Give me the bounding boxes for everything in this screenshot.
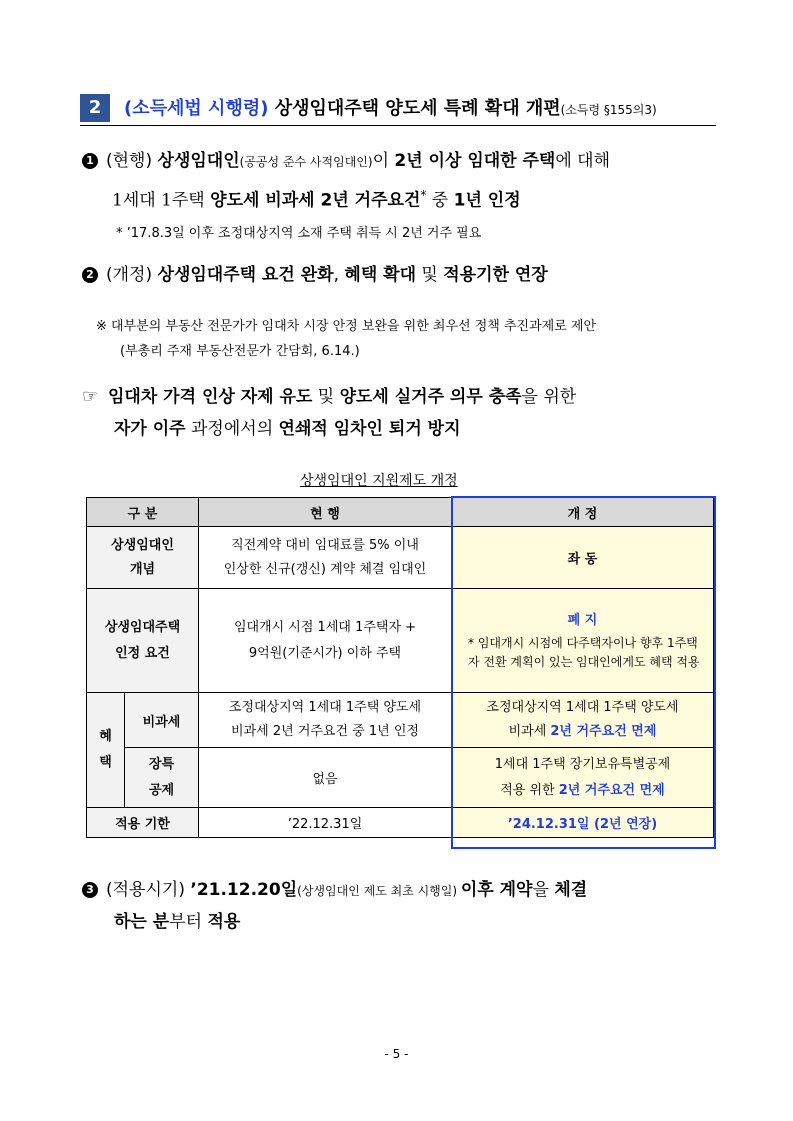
- row-revised: 1세대 1주택 장기보유특별공제 적용 위한 2년 거주요건 면제: [452, 748, 714, 808]
- hand-line1: ☞ 임대차 가격 인상 자제 유도 및 양도세 실거주 의무 충족을 위한: [82, 382, 576, 412]
- row-current: ’22.12.31일: [199, 808, 452, 838]
- comparison-table: [86, 497, 714, 838]
- section-title: (소득세법 시행령) 상생임대주택 양도세 특례 확대 개편(소득령 §155의3): [124, 98, 657, 119]
- table-header-row: [87, 498, 714, 527]
- item2-line: 2 (개정) 상생임대주택 요건 완화, 혜택 확대 및 적용기한 연장: [82, 260, 548, 290]
- row-current: 임대개시 시점 1세대 1주택자 + 9억원(기준시가) 이하 주택: [199, 589, 452, 693]
- row-current: 직전계약 대비 임대료를 5% 이내 인상한 신규(갱신) 계약 체결 임대인: [199, 527, 452, 589]
- item2-note-source: (부총리 주재 부동산전문가 간담회, 6.14.): [120, 344, 360, 359]
- table-row: [87, 693, 714, 748]
- benefit-label: 혜 택: [87, 693, 125, 808]
- item2-note: ※ 대부분의 부동산 전문가가 임대차 시장 안정 보완을 위한 최우선 정책 추진과제로 제안: [96, 319, 597, 334]
- row-revised: 조정대상지역 1세대 1주택 양도세 비과세 2년 거주요건 면제: [452, 693, 714, 748]
- item3-line2: 하는 분부터 적용: [114, 912, 241, 932]
- row-label: 상생임대인 개념: [87, 527, 199, 589]
- item1-line2: 1세대 1주택 양도세 비과세 2년 거주요건* 중 1년 인정: [112, 188, 521, 211]
- table-caption: 상생임대인 지원제도 개정: [300, 473, 458, 489]
- row-current: 없음: [199, 748, 452, 808]
- row-revised: [452, 589, 714, 693]
- bullet-1-icon: 1: [82, 153, 98, 169]
- row-label: 비과세: [125, 693, 199, 748]
- item3-line1: 3 (적용시기) ’21.12.20일(상생임대인 제도 최초 시행일) 이후 계약을 체결: [82, 875, 587, 906]
- row-current: 조정대상지역 1세대 1주택 양도세 비과세 2년 거주요건 중 1년 인정: [199, 693, 452, 748]
- pointing-hand-icon: ☞: [82, 386, 99, 407]
- header-current: 현 행: [199, 498, 452, 527]
- law-reference: (소득령 §155의3): [560, 103, 657, 117]
- abolish-label: 폐 지: [567, 613, 598, 628]
- table-row: [87, 748, 714, 808]
- row-label: 장특 공제: [125, 748, 199, 808]
- table-row: [87, 589, 714, 693]
- section-number: 2: [80, 94, 110, 122]
- row-label: 상생임대주택 인정 요건: [87, 589, 199, 693]
- row-revised: 좌 동: [452, 527, 714, 589]
- item1-line1: 1 (현행) 상생임대인(공공성 준수 사적임대인)이 2년 이상 임대한 주택에 대해: [82, 146, 610, 177]
- header-rule: [80, 125, 716, 126]
- item1-footnote: * ’17.8.3일 이후 조정대상지역 소재 주택 취득 시 2년 거주 필요: [116, 226, 482, 241]
- hand-line2: 자가 이주 과정에서의 연쇄적 임차인 퇴거 방지: [114, 419, 461, 439]
- row-revised: ’24.12.31일 (2년 연장): [452, 808, 714, 838]
- page-number: - 5 -: [384, 1047, 409, 1061]
- header-category: 구 분: [87, 498, 199, 527]
- abolish-note: * 임대개시 시점에 다주택자이나 향후 1주택자 전환 계획이 있는 임대인에게도 혜택 적용: [468, 636, 700, 669]
- law-name: 소득세법 시행령: [132, 98, 261, 119]
- row-label: 적용 기한: [87, 808, 199, 838]
- bullet-3-icon: 3: [82, 882, 98, 898]
- section-header: [80, 94, 716, 126]
- table-row: [87, 808, 714, 838]
- table-row: [87, 527, 714, 589]
- header-revised: 개 정: [452, 498, 714, 527]
- bullet-2-icon: 2: [82, 267, 98, 283]
